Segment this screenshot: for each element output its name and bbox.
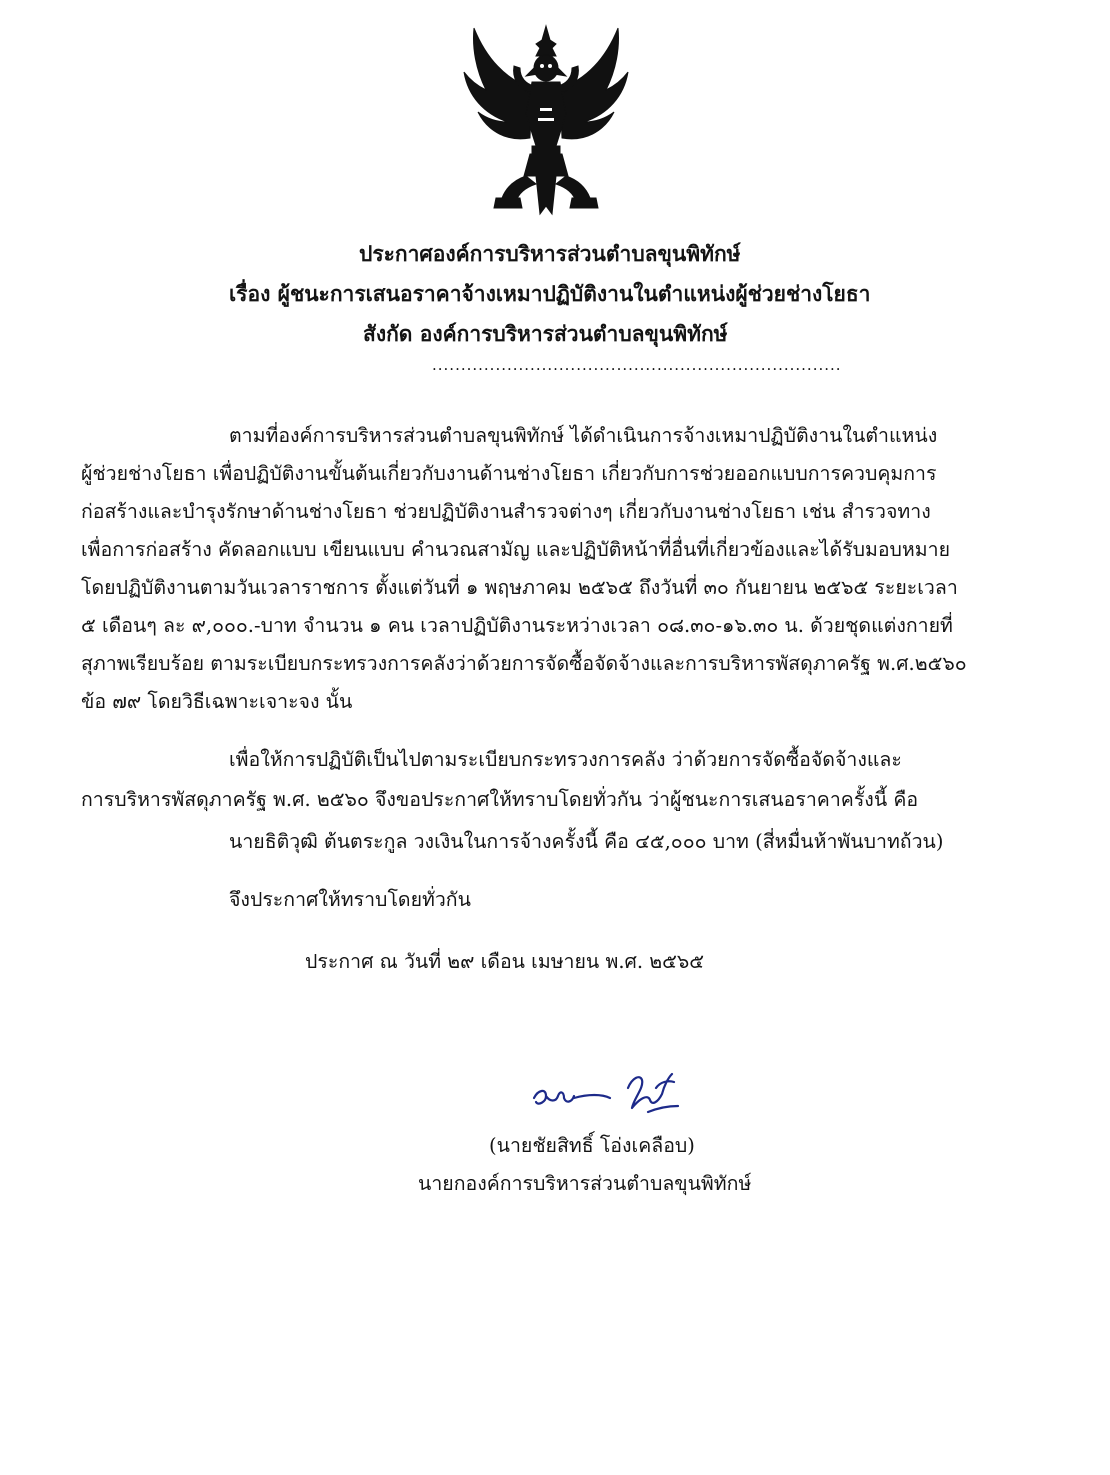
para1-line: ผู้ช่วยช่างโยธา เพื่อปฏิบัติงานขั้นต้นเกี่ยวกับงานด้านช่างโยธา เกี่ยวกับการช่วยออกแบบการควบคุมการ bbox=[81, 462, 937, 485]
signer-name: (นายชัยสิทธิ์ โอ่งเคลือบ) bbox=[489, 1134, 695, 1157]
para1-line: ๕ เดือนๆ ละ ๙,๐๐๐.-บาท จำนวน ๑ คน เวลาปฏิบัติงานระหว่างเวลา ๐๘.๓๐-๑๖.๓๐ น. ด้วยชุดแต่งกายที่ bbox=[81, 614, 953, 637]
para1-line: ก่อสร้างและบำรุงรักษาด้านช่างโยธา ช่วยปฏิบัติงานสำรวจต่างๆ เกี่ยวกับงานช่างโยธา เช่น สำรวจทาง bbox=[81, 500, 931, 523]
para1-line: โดยปฏิบัติงานตามวันเวลาราชการ ตั้งแต่วันที่ ๑ พฤษภาคม ๒๕๖๕ ถึงวันที่ ๓๐ กันยายน ๒๕๖๕ ระยะเวลา bbox=[81, 576, 958, 599]
closing-line: จึงประกาศให้ทราบโดยทั่วกัน bbox=[229, 888, 471, 911]
para2-line: เพื่อให้การปฏิบัติเป็นไปตามระเบียบกระทรวงการคลัง ว่าด้วยการจัดซื้อจัดจ้างและ bbox=[229, 748, 902, 771]
handwritten-signature bbox=[528, 1068, 688, 1122]
announcement-affiliation: สังกัด องค์การบริหารส่วนตำบลขุนพิทักษ์ bbox=[363, 321, 728, 346]
announcement-date: ประกาศ ณ วันที่ ๒๙ เดือน เมษายน พ.ศ. ๒๕๖๕ bbox=[305, 950, 705, 973]
para2-line: นายธิติวุฒิ ต้นตระกูล วงเงินในการจ้างครั้งนี้ คือ ๔๕,๐๐๐ บาท (สี่หมื่นห้าพันบาทถ้วน) bbox=[229, 830, 944, 853]
para1-line: เพื่อการก่อสร้าง คัดลอกแบบ เขียนแบบ คำนวณสามัญ และปฏิบัติหน้าที่อื่นที่เกี่ยวข้องและได้รับมอบหมาย bbox=[81, 538, 951, 561]
para2-line: การบริหารพัสดุภาครัฐ พ.ศ. ๒๕๖๐ จึงขอประกาศให้ทราบโดยทั่วกัน ว่าผู้ชนะการเสนอราคาครั้งนี้ คือ bbox=[81, 788, 919, 811]
para1-line: ตามที่องค์การบริหารส่วนตำบลขุนพิทักษ์ ได้ดำเนินการจ้างเหมาปฏิบัติงานในตำแหน่ง bbox=[229, 424, 938, 447]
para1-line: สุภาพเรียบร้อย ตามระเบียบกระทรวงการคลังว่าด้วยการจัดซื้อจัดจ้างและการบริหารพัสดุภาครัฐ พ.ศ.๒๕๖๐ bbox=[81, 652, 967, 675]
garuda-emblem-icon bbox=[456, 18, 636, 218]
header-divider: ....................................................................... bbox=[432, 356, 842, 374]
para1-line: ข้อ ๗๙ โดยวิธีเฉพาะเจาะจง นั้น bbox=[81, 690, 353, 713]
signer-position: นายกองค์การบริหารส่วนตำบลขุนพิทักษ์ bbox=[418, 1172, 752, 1195]
announcement-title: ประกาศองค์การบริหารส่วนตำบลขุนพิทักษ์ bbox=[359, 241, 741, 266]
announcement-subject: เรื่อง ผู้ชนะการเสนอราคาจ้างเหมาปฏิบัติงานในตำแหน่งผู้ช่วยช่างโยธา bbox=[229, 281, 871, 306]
